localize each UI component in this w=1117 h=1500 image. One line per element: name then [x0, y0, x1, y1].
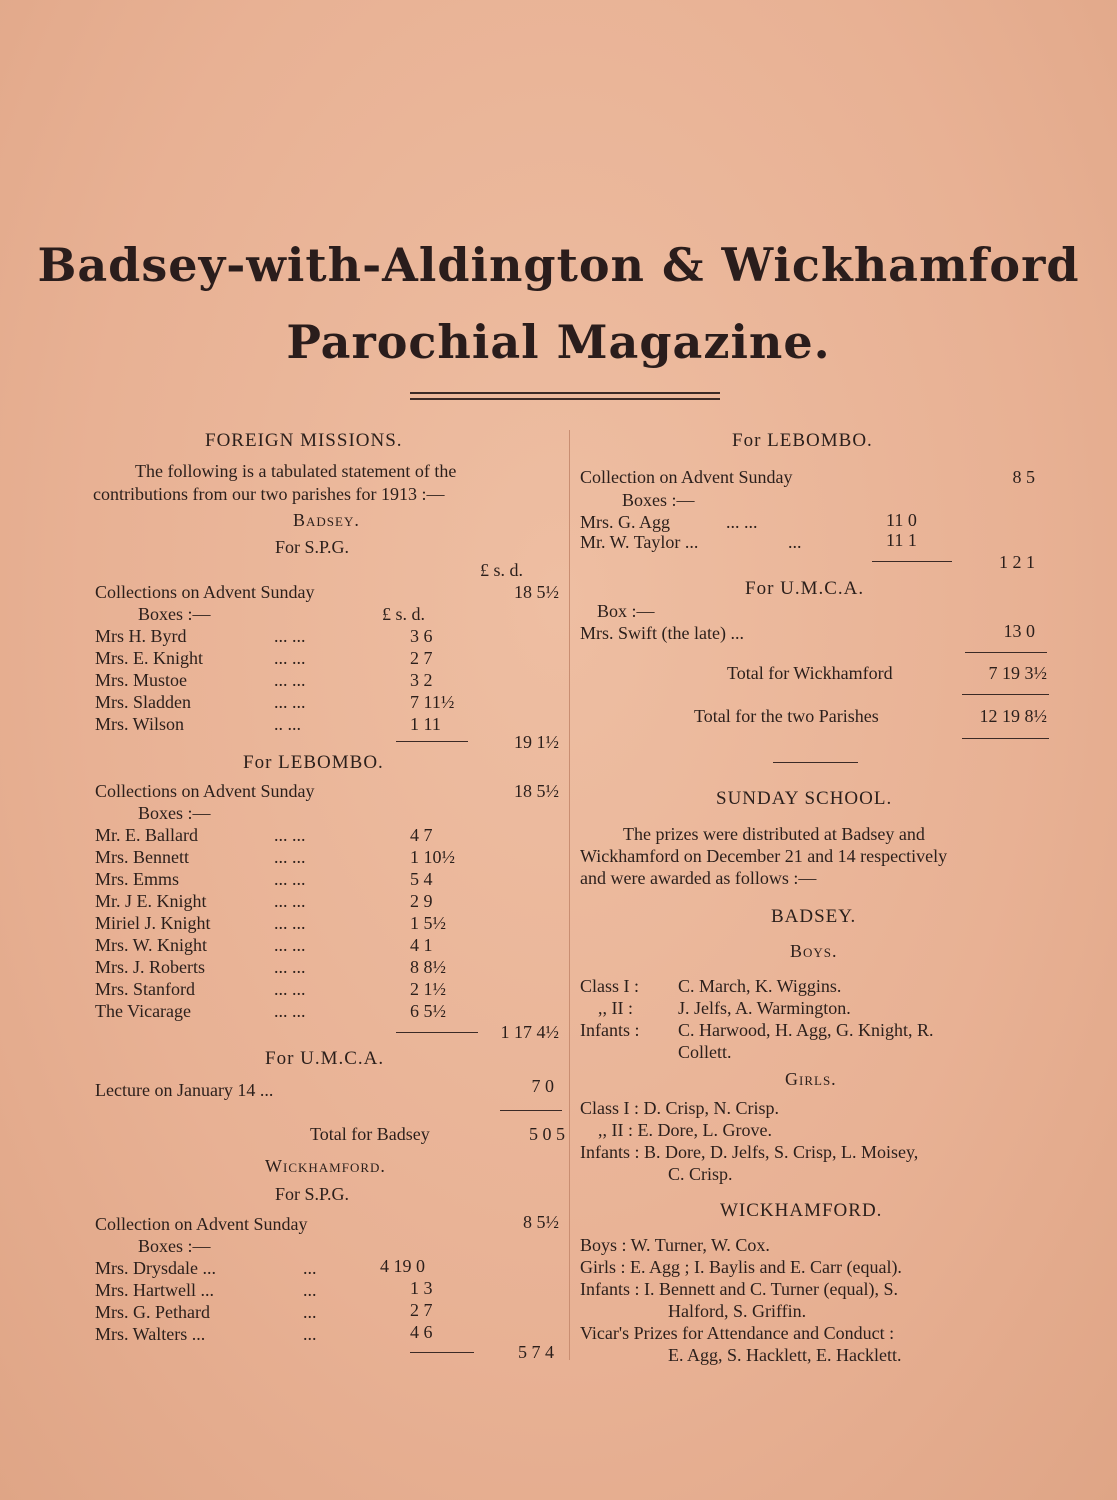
- lebombo-row-amount: 5 4: [410, 869, 433, 889]
- lebombo-row-dots: ... ...: [274, 913, 306, 933]
- lebombo-row-dots: ... ...: [274, 891, 306, 911]
- girls-class2: ,, II : E. Dore, L. Grove.: [598, 1120, 772, 1140]
- wk-row-name: Mrs. G. Pethard: [95, 1302, 210, 1322]
- r-lebombo-collection-amount: 8 5: [1012, 467, 1035, 487]
- intro-line-1: The following is a tabulated statement of the: [135, 461, 457, 481]
- lebombo-row-name: Mrs. Stanford: [95, 979, 195, 999]
- wk-row-dots: ...: [303, 1302, 317, 1322]
- lebombo-row-amount: 6 5½: [410, 1001, 446, 1021]
- boys-class1-names: C. March, K. Wiggins.: [678, 976, 842, 996]
- spg-row-amount: 3 6: [410, 626, 433, 646]
- r-row-name: Mrs. G. Agg: [580, 512, 671, 532]
- r-box-label: Box :—: [597, 601, 655, 621]
- wk-row-amount: 4 6: [410, 1322, 433, 1342]
- lebombo-row-name: The Vicarage: [95, 1001, 192, 1021]
- lebombo-row-amount: 4 1: [410, 935, 433, 955]
- title-rule-bottom: [410, 398, 720, 400]
- lebombo-row-name: Mrs. W. Knight: [95, 935, 208, 955]
- r-lebombo-total: 1 2 1: [999, 552, 1035, 572]
- wickhamford-collection-amount: 8 5½: [523, 1212, 559, 1232]
- ss-badsey-heading: BADSEY.: [771, 906, 857, 927]
- lebombo-row-amount: 1 10½: [410, 847, 455, 867]
- lebombo-row-dots: ... ...: [274, 869, 306, 889]
- wk-row-amount: 2 7: [410, 1300, 433, 1320]
- wk-row-dots: ...: [303, 1280, 317, 1300]
- spg-subtotal-rule: [396, 741, 468, 742]
- lecture-label: Lecture on January 14 ...: [95, 1080, 274, 1100]
- lecture-amount: 7 0: [531, 1076, 554, 1096]
- r-row-dots: ... ...: [726, 512, 758, 532]
- r-grand-rule: [962, 738, 1049, 739]
- badsey-umca-heading: For U.M.C.A.: [265, 1048, 385, 1069]
- wk-row-name: Mrs. Drysdale ...: [95, 1258, 216, 1278]
- wickhamford-spg-heading: For S.P.G.: [275, 1184, 350, 1204]
- wk-boys: Boys : W. Turner, W. Cox.: [580, 1235, 770, 1255]
- lebombo-row-amount: 4 7: [410, 825, 433, 845]
- section-separator: [773, 762, 858, 763]
- swift-amount: 13 0: [1003, 621, 1035, 641]
- total-wickhamford-label: Total for Wickhamford: [727, 663, 893, 683]
- boys-class2-names: J. Jelfs, A. Warmington.: [678, 998, 851, 1018]
- lebombo-boxes-label: Boxes :—: [138, 803, 211, 823]
- wk-row-dots: ...: [303, 1324, 317, 1344]
- spg-row-amount: 1 11: [410, 714, 441, 734]
- ss-paragraph-line-1: The prizes were distributed at Badsey and: [623, 824, 925, 844]
- r-row-amount: 11 1: [886, 530, 917, 550]
- ss-boys-heading: Boys.: [790, 941, 838, 961]
- lebombo-collection-label: Collections on Advent Sunday: [95, 781, 315, 801]
- lebombo-row-dots: ... ...: [274, 935, 306, 955]
- r-umca-rule: [965, 652, 1047, 653]
- r-total-rule: [962, 694, 1049, 695]
- wk-row-amount: 1 3: [410, 1278, 433, 1298]
- wickhamford-lebombo-heading: For LEBOMBO.: [732, 430, 873, 451]
- lebombo-row-name: Mr. J E. Knight: [95, 891, 207, 911]
- total-wickhamford-amount: 7 19 3½: [988, 663, 1047, 683]
- lebombo-row-dots: ... ...: [274, 825, 306, 845]
- spg-row-name: Mrs. Mustoe: [95, 670, 188, 690]
- lebombo-total: 1 17 4½: [500, 1022, 559, 1042]
- spg-box-total: 19 1½: [514, 732, 559, 752]
- spg-collection-amount: 18 5½: [514, 582, 559, 602]
- wickhamford-heading: Wickhamford.: [265, 1156, 386, 1176]
- boys-infants-names-1: C. Harwood, H. Agg, G. Knight, R.: [678, 1020, 934, 1040]
- ss-paragraph-line-2: Wickhamford on December 21 and 14 respectively: [580, 846, 948, 866]
- wk-row-name: Mrs. Walters ...: [95, 1324, 206, 1344]
- lebombo-row-name: Mrs. Emms: [95, 869, 180, 889]
- boys-class1-label: Class I :: [580, 976, 640, 996]
- r-row-amount: 11 0: [886, 510, 917, 530]
- magazine-title-line-2: Parochial Magazine.: [286, 315, 831, 369]
- ss-paragraph-line-3: and were awarded as follows :—: [580, 868, 817, 888]
- lebombo-row-dots: ... ...: [274, 979, 306, 999]
- wk-row-dots: ...: [303, 1258, 317, 1278]
- lebombo-row-name: Mr. E. Ballard: [95, 825, 198, 845]
- boys-class2-label: ,, II :: [598, 998, 633, 1018]
- wk-girls: Girls : E. Agg ; I. Baylis and E. Carr (equal).: [580, 1257, 902, 1277]
- total-badsey-label: Total for Badsey: [310, 1124, 430, 1144]
- total-badsey-amount: 5 0 5: [529, 1124, 565, 1144]
- girls-infants-1: Infants : B. Dore, D. Jelfs, S. Crisp, L. Moisey,: [580, 1142, 919, 1162]
- wk-infants-2: Halford, S. Griffin.: [668, 1301, 807, 1321]
- spg-boxes-label: Boxes :—: [138, 604, 211, 624]
- wickhamford-boxes-label: Boxes :—: [138, 1236, 211, 1256]
- lebombo-row-dots: ... ...: [274, 957, 306, 977]
- badsey-heading: Badsey.: [293, 510, 360, 530]
- spg-row-dots: ... ...: [274, 692, 306, 712]
- ss-wickhamford-heading: WICKHAMFORD.: [720, 1200, 883, 1221]
- r-lebombo-rule: [872, 561, 952, 562]
- magazine-title-line-1: Badsey-with-Aldington & Wickhamford: [37, 238, 1080, 292]
- psd-header: £ s. d.: [480, 560, 524, 580]
- vicar-prizes-2: E. Agg, S. Hacklett, E. Hacklett.: [668, 1345, 902, 1365]
- spg-row-dots: .. ...: [274, 714, 301, 734]
- spg-row-dots: ... ...: [274, 626, 306, 646]
- spg-row-dots: ... ...: [274, 648, 306, 668]
- lebombo-row-dots: ... ...: [274, 1001, 306, 1021]
- spg-row-amount: 2 7: [410, 648, 433, 668]
- badsey-lebombo-heading: For LEBOMBO.: [243, 752, 384, 773]
- boys-infants-names-2: Collett.: [678, 1042, 732, 1062]
- lebombo-row-amount: 1 5½: [410, 913, 446, 933]
- intro-line-2: contributions from our two parishes for 1913 :—: [93, 484, 445, 504]
- sunday-school-heading: SUNDAY SCHOOL.: [716, 788, 893, 809]
- vicar-prizes-1: Vicar's Prizes for Attendance and Conduct :: [580, 1323, 895, 1343]
- boys-infants-label: Infants :: [580, 1020, 640, 1040]
- spg-row-name: Mrs. E. Knight: [95, 648, 203, 668]
- wk-row-name: Mrs. Hartwell ...: [95, 1280, 214, 1300]
- r-row-dots: ...: [788, 532, 802, 552]
- wk-subtotal-rule: [410, 1352, 474, 1353]
- umca-rule: [500, 1110, 562, 1111]
- total-two-parishes-amount: 12 19 8½: [979, 706, 1047, 726]
- r-row-name: Mr. W. Taylor ...: [580, 532, 699, 552]
- lebombo-row-dots: ... ...: [274, 847, 306, 867]
- title-rule-top: [410, 392, 720, 394]
- lebombo-row-name: Miriel J. Knight: [95, 913, 211, 933]
- foreign-missions-heading: FOREIGN MISSIONS.: [205, 430, 403, 451]
- lebombo-row-name: Mrs. Bennett: [95, 847, 189, 867]
- wickhamford-umca-heading: For U.M.C.A.: [745, 578, 865, 599]
- lebombo-row-amount: 8 8½: [410, 957, 446, 977]
- wk-infants-1: Infants : I. Bennett and C. Turner (equal), S.: [580, 1279, 898, 1299]
- wickhamford-spg-total: 5 7 4: [518, 1342, 554, 1362]
- lebombo-collection-amount: 18 5½: [514, 781, 559, 801]
- spg-box-header: £ s. d.: [382, 604, 426, 624]
- total-two-parishes-label: Total for the two Parishes: [694, 706, 879, 726]
- wk-row-amount: 4 19 0: [380, 1256, 425, 1276]
- spg-collection-label: Collections on Advent Sunday: [95, 582, 315, 602]
- girls-infants-2: C. Crisp.: [668, 1164, 733, 1184]
- column-divider: [569, 430, 570, 1360]
- lebombo-subtotal-rule: [396, 1032, 478, 1033]
- r-boxes-label: Boxes :—: [622, 490, 695, 510]
- lebombo-row-amount: 2 1½: [410, 979, 446, 999]
- r-lebombo-collection-label: Collection on Advent Sunday: [580, 467, 793, 487]
- lebombo-row-name: Mrs. J. Roberts: [95, 957, 206, 977]
- wickhamford-collection-label: Collection on Advent Sunday: [95, 1214, 308, 1234]
- spg-row-amount: 7 11½: [410, 692, 455, 712]
- spg-row-name: Mrs. Wilson: [95, 714, 184, 734]
- badsey-spg-heading: For S.P.G.: [275, 537, 350, 557]
- spg-row-name: Mrs H. Byrd: [95, 626, 187, 646]
- spg-row-name: Mrs. Sladden: [95, 692, 191, 712]
- spg-row-amount: 3 2: [410, 670, 433, 690]
- girls-class1: Class I : D. Crisp, N. Crisp.: [580, 1098, 780, 1118]
- lebombo-row-amount: 2 9: [410, 891, 433, 911]
- swift-label: Mrs. Swift (the late) ...: [580, 623, 744, 643]
- spg-row-dots: ... ...: [274, 670, 306, 690]
- ss-girls-heading: Girls.: [785, 1069, 837, 1089]
